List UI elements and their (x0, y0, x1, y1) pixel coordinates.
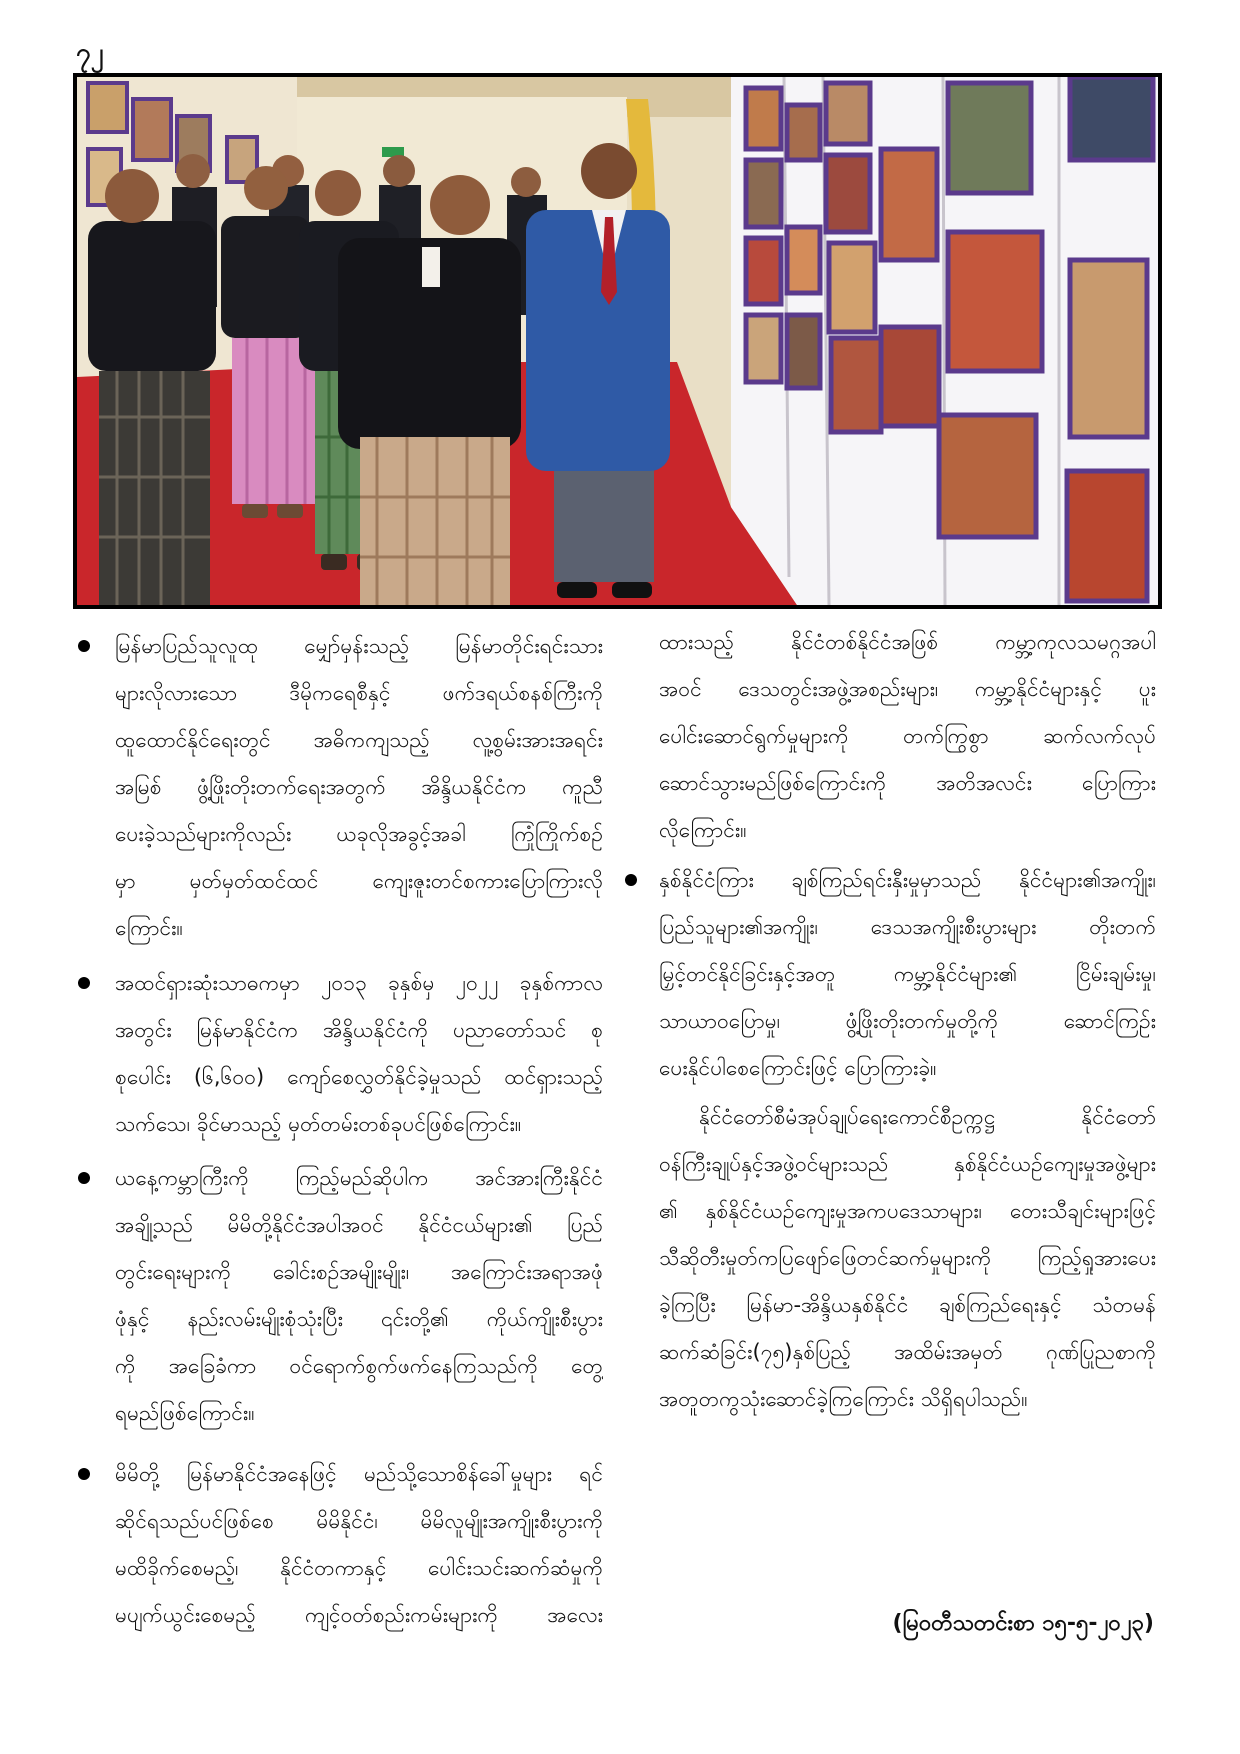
bullet-icon (78, 640, 90, 652)
text-line: ဝန်ကြီးချုပ်နှင့်အဖွဲ့ဝင်များသည် နှစ်နိုင်ငံယဉ်ကျေးမှုအဖွဲ့များ (659, 1152, 1156, 1176)
bullet-icon (78, 1172, 90, 1184)
exhibit-photo-frame (787, 105, 820, 160)
text-line: ကြောင်း။ (115, 916, 183, 940)
article-paragraph (115, 1451, 603, 1639)
text-line: လိုကြောင်း။ (659, 818, 747, 842)
page-number: ၇၂ (76, 38, 104, 68)
text-line: စုပေါင်း (၆,၆၀၀) ကျော်စေလွှတ်နိုင်ခဲ့မှုသည် ထင်ရှားသည့် (115, 1065, 603, 1089)
person-figure (88, 169, 216, 605)
article-paragraph (659, 857, 1156, 1092)
wall-photo-frame (133, 99, 171, 160)
exhibit-photo-frame (746, 160, 781, 227)
exhibit-photo-frame (826, 155, 870, 232)
exhibit-photo-frame (881, 327, 939, 426)
text-line: သက်သေ၊ ခိုင်မာသည့် မှတ်တမ်းတစ်ခုပင်ဖြစ်ကြောင်း။ (115, 1112, 522, 1136)
text-line: မှာ မှတ်မှတ်ထင်ထင် ကျေးဇူးတင်စကားပြောကြားလို (115, 869, 603, 893)
article-paragraph (115, 1155, 603, 1437)
text-line: ပြည်သူများ၏အကျိုး၊ ဒေသအကျိုးစီးပွားများ တိုးတက် (659, 915, 1156, 939)
text-line: အထင်ရှားဆုံးသာဓကမှာ ၂၀၁၃ ခုနှစ်မှ ၂၀၂၂ ခုနှစ်ကာလ (115, 971, 603, 995)
text-line: နိုင်ငံတော်စီမံအုပ်ချုပ်ရေးကောင်စီဥက္ကဋ္ဌ နိုင်ငံတော် (699, 1105, 1156, 1129)
text-line: ကို အခြေခံကာ ဝင်ရောက်စွက်ဖက်နေကြသည်ကို တွေ့ (115, 1354, 603, 1378)
news-photo-illustration (77, 77, 1158, 605)
bullet-icon (625, 874, 637, 886)
text-line: မြှင့်တင်နိုင်ခြင်းနှင့်အတူ ကမ္ဘာ့နိုင်ငံများ၏ ငြိမ်းချမ်းမှု၊ (659, 962, 1156, 986)
exhibit-photo-frame (1067, 471, 1147, 601)
text-line: ဆောင်သွားမည်ဖြစ်ကြောင်းကို အတိအလင်း ပြောကြား (659, 771, 1156, 795)
exhibit-photo-frame (881, 149, 937, 260)
wall-photo-frame (88, 83, 127, 132)
text-line: ထားသည့် နိုင်ငံတစ်နိုင်ငံအဖြစ် ကမ္ဘာ့ကုလသမဂ္ဂအပါ (659, 630, 1156, 654)
article-paragraph (115, 960, 603, 1148)
exhibit-photo-frame (939, 415, 1036, 537)
news-photo (73, 73, 1162, 609)
text-line: မြန်မာပြည်သူလူထု မျှော်မှန်းသည့် မြန်မာတိုင်းရင်းသား (115, 634, 603, 658)
text-line: မပျက်ယွင်းစေမည့် ကျင့်ဝတ်စည်းကမ်းများကို အလေး (115, 1603, 603, 1627)
exhibit-photo-frame (746, 238, 781, 304)
text-line: မထိခိုက်စေမည့်၊ နိုင်ငံတကာနှင့် ပေါင်းသင်းဆက်ဆံမှုကို (115, 1556, 603, 1580)
exhibit-photo-frame (826, 83, 870, 144)
text-line: အတူတကွသုံးဆောင်ခဲ့ကြကြောင်း သိရှိရပါသည်။ (659, 1387, 1028, 1411)
article-paragraph (115, 623, 603, 952)
exhibit-photo-frame (787, 227, 820, 293)
bullet-icon (78, 977, 90, 989)
text-line: အမြစ် ဖွံ့ဖြိုးတိုးတက်ရေးအတွက် အိန္ဒိယနိုင်ငံက ကူညီ (115, 775, 603, 799)
text-line: သီဆိုတီးမှုတ်ကပြဖျော်ဖြေတင်ဆက်မှုများကို ကြည့်ရှုအားပေး (659, 1246, 1156, 1270)
text-line: အတွင်း မြန်မာနိုင်ငံက အိန္ဒိယနိုင်ငံကို ပညာတော်သင် စု (115, 1018, 603, 1042)
person-figure (338, 175, 521, 605)
exhibit-photo-frame (1070, 260, 1147, 437)
exhibit-photo-frame (787, 315, 820, 388)
text-line: ဆိုင်ရသည်ပင်ဖြစ်စေ မိမိနိုင်ငံ၊ မိမိလူမျိုးအကျိုးစီးပွားကို (115, 1509, 603, 1533)
text-line: ယနေ့ကမ္ဘာကြီးကို ကြည့်မည်ဆိုပါက အင်အားကြီးနိုင်ငံ (115, 1166, 603, 1190)
text-line: တွင်းရေးများကို ခေါင်းစဉ်အမျိုးမျိုး၊ အကြောင်းအရာအဖုံ (115, 1260, 603, 1284)
article-paragraph-continued (659, 619, 1156, 854)
exhibit-photo-frame (948, 232, 1042, 371)
source-credit: (မြဝတီသတင်းစာ ၁၅-၅-၂၀၂၃) (892, 1611, 1154, 1636)
article-paragraph (659, 1094, 1156, 1423)
text-line: ပေါင်းဆောင်ရွက်မှုများကို တက်ကြွစွာ ဆက်လက်လုပ် (659, 724, 1156, 748)
exhibit-photo-frame (746, 88, 781, 149)
text-line: ၏ နှစ်နိုင်ငံယဉ်ကျေးမှုအကပဒေသာများ၊ တေးသီချင်းများဖြင့် (659, 1199, 1156, 1223)
text-line: များလိုလားသော ဒီမိုကရေစီနှင့် ဖက်ဒရယ်စနစ်ကြီးကို (115, 681, 603, 705)
text-line: ထူထောင်နိုင်ရေးတွင် အဓိကကျသည့် လူ့စွမ်းအားအရင်း (115, 728, 603, 752)
text-line: ဖုံနှင့် နည်းလမ်းမျိုးစုံသုံးပြီး ၎င်းတို့၏ ကိုယ်ကျိုးစီးပွား (115, 1307, 603, 1331)
text-line: ပေးခဲ့သည်များကိုလည်း ယခုလိုအခွင့်အခါ ကြုံကြိုက်စဉ် (115, 822, 603, 846)
exhibit-photo-frame (948, 83, 1031, 193)
text-line: သာယာဝပြောမှု၊ ဖွံ့ဖြိုးတိုးတက်မှုတို့ကို ဆောင်ကြဉ်း (659, 1009, 1156, 1033)
text-line: ပေးနိုင်ပါစေကြောင်းဖြင့် ပြောကြားခဲ့။ (659, 1056, 937, 1080)
text-line: ရမည်ဖြစ်ကြောင်း။ (115, 1401, 255, 1425)
text-line: နှစ်နိုင်ငံကြား ချစ်ကြည်ရင်းနှီးမှုမှာသည် နိုင်ငံများ၏အကျိုး၊ (659, 868, 1156, 892)
exhibit-photo-frame (831, 338, 881, 432)
text-line: အချို့သည် မိမိတို့နိုင်ငံအပါအဝင် နိုင်ငံငယ်များ၏ ပြည် (115, 1213, 603, 1237)
bullet-icon (78, 1468, 90, 1480)
text-line: အဝင် ဒေသတွင်းအဖွဲ့အစည်းများ၊ ကမ္ဘာ့နိုင်ငံများနှင့် ပူး (659, 677, 1156, 701)
exhibit-photo-frame (1070, 77, 1153, 160)
exhibit-photo-frame (746, 315, 781, 382)
exhibit-photo-frame (829, 243, 875, 332)
text-line: ခဲ့ကြပြီး မြန်မာ-အိန္ဒိယနှစ်နိုင်ငံ ချစ်ကြည်ရေးနှင့် သံတမန် (659, 1293, 1156, 1317)
text-line: ဆက်ဆံခြင်း(၇၅)နှစ်ပြည့် အထိမ်းအမှတ် ဂုဏ်ပြုညစာကို (659, 1340, 1156, 1364)
text-line: မိမိတို့ မြန်မာနိုင်ငံအနေဖြင့် မည်သို့သောစိန်ခေါ်မှုများ ရင် (115, 1462, 603, 1486)
